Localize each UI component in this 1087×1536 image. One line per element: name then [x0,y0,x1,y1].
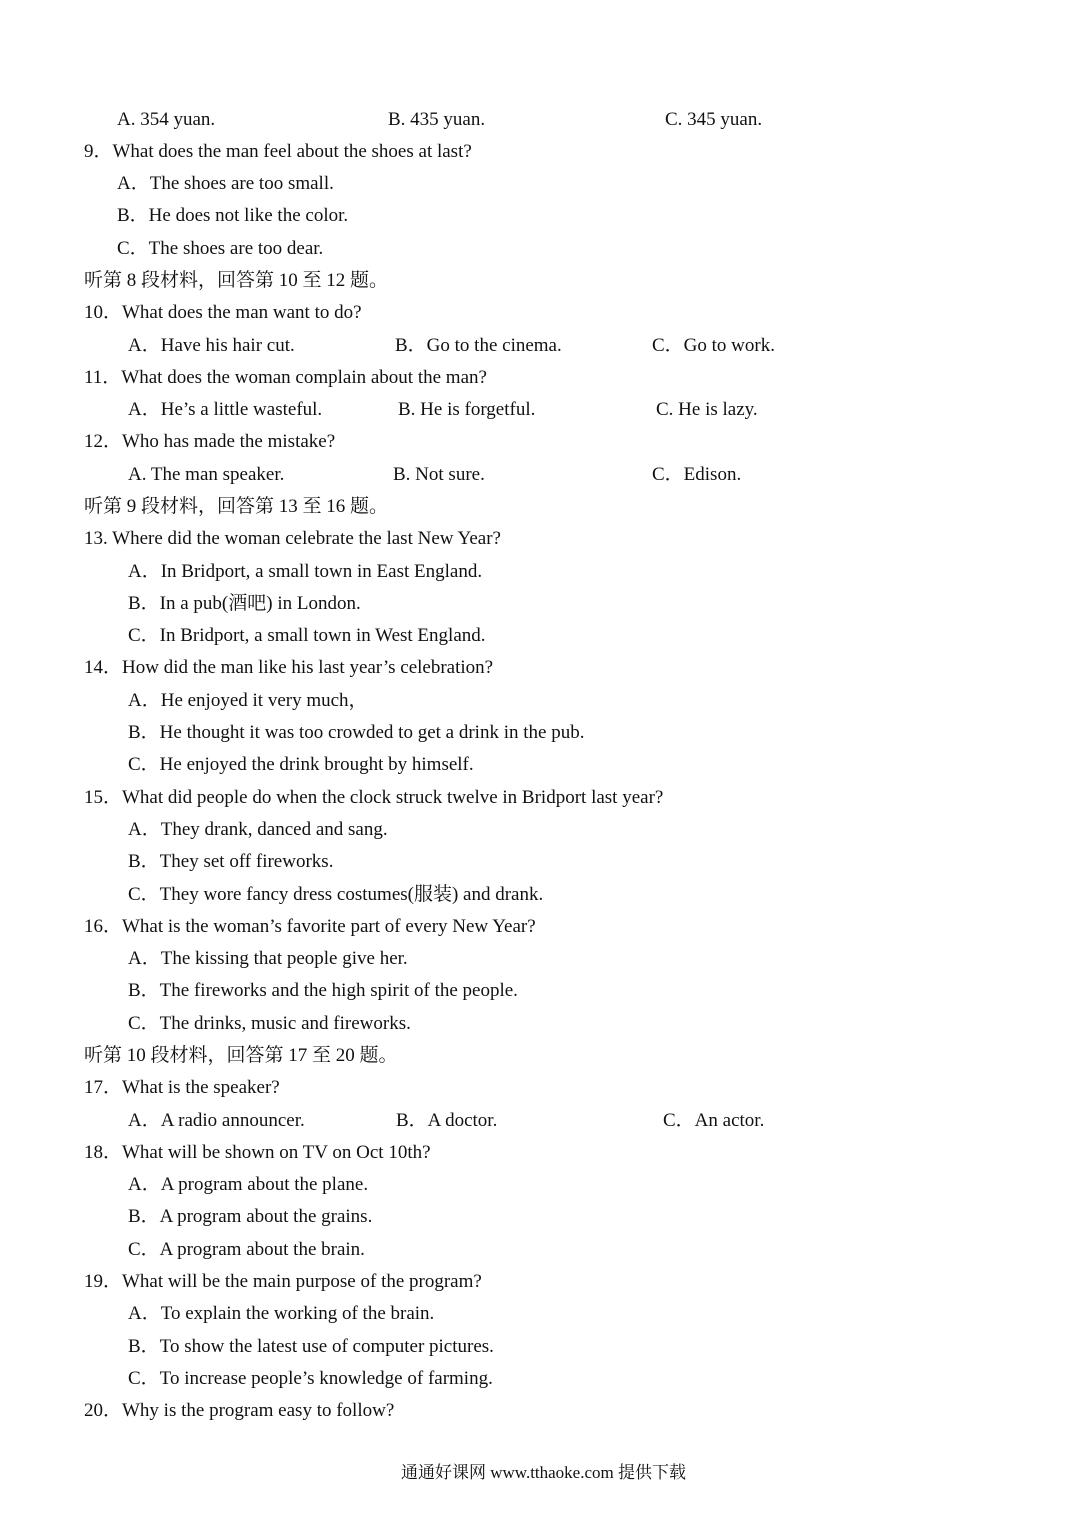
q14-stem: 14．How did the man like his last year’s celebration? [84,657,494,678]
q13-option-a: A．In Bridport, a small town in East England. [128,561,483,582]
q19-stem: 19．What will be the main purpose of the program? [84,1271,482,1292]
q10-option-b: B．Go to the cinema. [395,335,562,356]
q12-option-b: B. Not sure. [393,464,485,485]
q19-option-b: B．To show the latest use of computer pictures. [128,1336,494,1357]
q9-option-c: C．The shoes are too dear. [117,238,324,259]
q12-option-c: C．Edison. [652,464,742,485]
q16-option-b: B．The fireworks and the high spirit of the people. [128,980,518,1001]
q8-option-a: A. 354 yuan. [117,109,216,130]
q12-option-a: A. The man speaker. [128,464,285,485]
q11-option-b: B. He is forgetful. [398,399,536,420]
q14-option-b: B．He thought it was too crowded to get a drink in the pub. [128,722,585,743]
q9-stem: 9．What does the man feel about the shoes at last? [84,141,472,162]
q8-option-b: B. 435 yuan. [388,109,486,130]
q14-option-a: A．He enjoyed it very much， [128,690,368,711]
q9-option-a: A．The shoes are too small. [117,173,334,194]
q10-option-a: A．Have his hair cut. [128,335,295,356]
q16-option-a: A．The kissing that people give her. [128,948,408,969]
page-footer: 通通好课网 www.tthaoke.com 提供下载 [400,1463,687,1482]
q10-option-c: C．Go to work. [652,335,775,356]
q13-option-c: C．In Bridport, a small town in West England. [128,625,486,646]
q17-option-a: A．A radio announcer. [128,1110,305,1131]
q9-option-b: B．He does not like the color. [117,205,349,226]
q16-stem: 16．What is the woman’s favorite part of every New Year? [84,916,536,937]
q8-option-c: C. 345 yuan. [665,109,763,130]
section-10-heading: 听第 10 段材料，回答第 17 至 20 题。 [84,1045,398,1066]
q18-option-c: C．A program about the brain. [128,1239,365,1260]
q10-stem: 10．What does the man want to do? [84,302,362,323]
q15-stem: 15．What did people do when the clock struck twelve in Bridport last year? [84,787,664,808]
q18-stem: 18．What will be shown on TV on Oct 10th? [84,1142,431,1163]
q11-option-c: C. He is lazy. [656,399,758,420]
section-8-heading: 听第 8 段材料，回答第 10 至 12 题。 [84,270,389,291]
q17-option-b: B．A doctor. [396,1110,498,1131]
q13-option-b: B．In a pub(酒吧) in London. [128,593,361,614]
q11-stem: 11．What does the woman complain about the man? [84,367,487,388]
q14-option-c: C．He enjoyed the drink brought by himself. [128,754,474,775]
q17-option-c: C．An actor. [663,1110,765,1131]
q15-option-b: B．They set off fireworks. [128,851,334,872]
q19-option-c: C．To increase people’s knowledge of farming. [128,1368,493,1389]
q11-option-a: A．He’s a little wasteful. [128,399,323,420]
q18-option-b: B．A program about the grains. [128,1206,373,1227]
q19-option-a: A．To explain the working of the brain. [128,1303,435,1324]
section-9-heading: 听第 9 段材料，回答第 13 至 16 题。 [84,496,389,517]
q20-stem: 20．Why is the program easy to follow? [84,1400,395,1421]
q16-option-c: C．The drinks, music and fireworks. [128,1013,411,1034]
q13-stem: 13. Where did the woman celebrate the last New Year? [84,528,501,549]
q15-option-a: A．They drank, danced and sang. [128,819,388,840]
q18-option-a: A．A program about the plane. [128,1174,369,1195]
q15-option-c: C．They wore fancy dress costumes(服装) and drank. [128,884,544,905]
q17-stem: 17．What is the speaker? [84,1077,280,1098]
q12-stem: 12．Who has made the mistake? [84,431,336,452]
